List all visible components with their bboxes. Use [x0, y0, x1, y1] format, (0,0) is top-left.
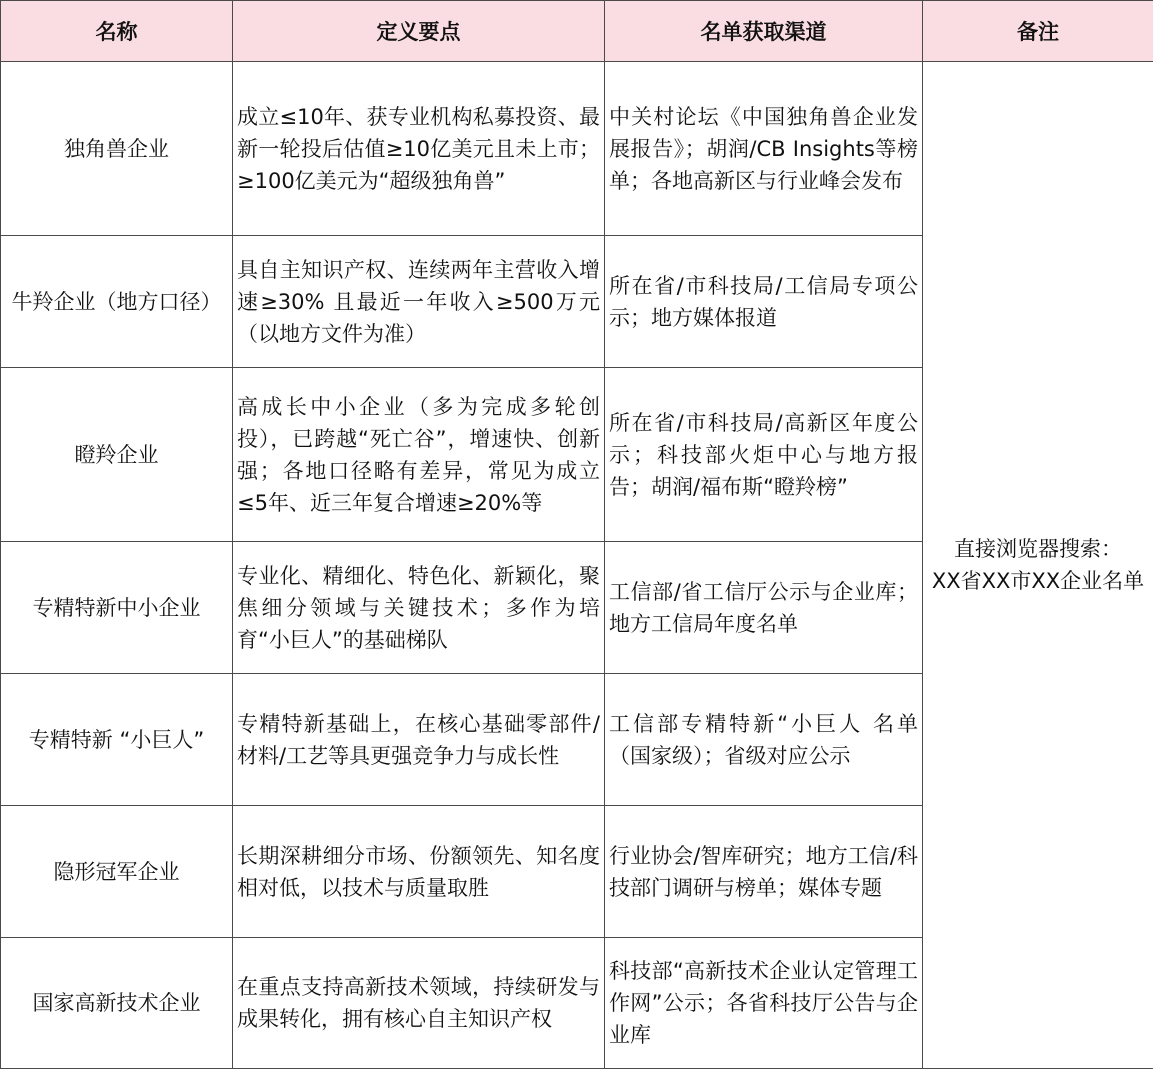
row-name: 专精特新中小企业 — [1, 542, 233, 674]
row-channel: 所在省/市科技局/工信局专项公示；地方媒体报道 — [605, 236, 923, 368]
row-channel: 科技部“高新技术企业认定管理工作网”公示；各省科技厅公告与企业库 — [605, 938, 923, 1069]
row-name: 专精特新 “小巨人” — [1, 674, 233, 806]
header-name: 名称 — [1, 1, 233, 62]
table-row — [1, 62, 1153, 236]
header-note: 备注 — [923, 1, 1153, 62]
row-name: 独角兽企业 — [1, 62, 233, 236]
row-definition: 在重点支持高新技术领域，持续研发与成果转化，拥有核心自主知识产权 — [233, 938, 605, 1069]
row-channel: 中关村论坛《中国独角兽企业发展报告》；胡润/CB Insights等榜单；各地高新区与行业峰会发布 — [605, 62, 923, 236]
row-channel: 所在省/市科技局/高新区年度公示；科技部火炬中心与地方报告；胡润/福布斯“瞪羚榜” — [605, 368, 923, 542]
row-name: 国家高新技术企业 — [1, 938, 233, 1069]
row-definition: 专业化、精细化、特色化、新颖化，聚焦细分领域与关键技术；多作为培育“小巨人”的基础梯队 — [233, 542, 605, 674]
row-definition: 高成长中小企业（多为完成多轮创投），已跨越“死亡谷”，增速快、创新强；各地口径略有差异，常见为成立≤5年、近三年复合增速≥20%等 — [233, 368, 605, 542]
row-definition: 长期深耕细分市场、份额领先、知名度相对低，以技术与质量取胜 — [233, 806, 605, 938]
row-name: 瞪羚企业 — [1, 368, 233, 542]
row-name: 隐形冠军企业 — [1, 806, 233, 938]
header-row — [1, 1, 1153, 62]
row-channel: 行业协会/智库研究；地方工信/科技部门调研与榜单；媒体专题 — [605, 806, 923, 938]
row-definition: 具自主知识产权、连续两年主营收入增速≥30% 且最近一年收入≥500万元（以地方文件为准） — [233, 236, 605, 368]
row-channel: 工信部专精特新“小巨人 名单（国家级）；省级对应公示 — [605, 674, 923, 806]
row-channel: 工信部/省工信厅公示与企业库；地方工信局年度名单 — [605, 542, 923, 674]
row-definition: 专精特新基础上，在核心基础零部件/材料/工艺等具更强竞争力与成长性 — [233, 674, 605, 806]
row-name: 牛羚企业（地方口径） — [1, 236, 233, 368]
header-channel: 名单获取渠道 — [605, 1, 923, 62]
note-line-2: XX省XX市XX企业名单 — [931, 569, 1145, 593]
row-definition: 成立≤10年、获专业机构私募投资、最新一轮投后估值≥10亿美元且未上市；≥100亿美元为“超级独角兽” — [233, 62, 605, 236]
header-definition: 定义要点 — [233, 1, 605, 62]
note-line-1: 直接浏览器搜索： — [954, 537, 1122, 561]
note-cell — [923, 62, 1153, 1069]
